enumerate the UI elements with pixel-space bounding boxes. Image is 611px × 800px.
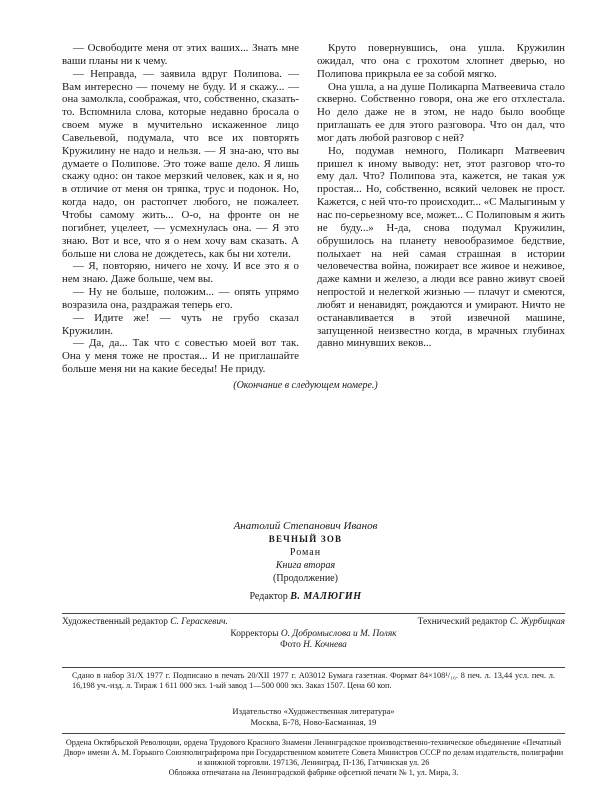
tech-editor-label: Технический редактор — [417, 617, 508, 627]
paragraph: Она ушла, а на душе Поликарпа Матвеевича стало скверно. Собственно говоря, она же его отхлестала. Но дело даже не в этом, не надо было вообще приглашать ее для этого разговора. Что он дал, что мог дать любой разговор с ней? — [317, 80, 565, 144]
left-text-column — [62, 42, 299, 376]
paragraph: — Ну не больше, положим... — опять упрямо возразила она, раздражая теперь его. — [62, 286, 299, 311]
proof-names: О. Добромыслова и М. Поляк — [280, 628, 397, 639]
printing-house: Ордена Октябрьской Революции, ордена Трудового Красного Знамени Ленинградское производственно-техническое объединение «Печатный Двор» имени А. М. Горького Союзполиграфпрома при Государственном комитете Совета Министров СССР по делам издательств, полиграфии и книжной торговли. 197136, Ленинград, П-136, Гатчинская ул. 26 — [63, 738, 564, 767]
printing-house-info — [62, 738, 565, 778]
paragraph: — Освободите меня от этих ваших... Знать мне ваши планы ни к чему. — [62, 42, 299, 67]
paragraph: — Я, повторяю, ничего не хочу. И все это я о нем знаю. Даже больше, чем вы. — [62, 260, 299, 286]
divider — [62, 667, 565, 668]
editor-name: В. МАЛЮГИН — [290, 591, 362, 602]
tech-editor — [418, 617, 565, 629]
photo-label: Фото — [280, 640, 301, 650]
continuation-note: (Окончание в следующем номере.) — [233, 380, 378, 391]
paragraph: — Неправда, — заявила вдруг Полипова. — Вам интересно — почему не буду. И я скажу... — она замолкла, соображая, что, собственно, сказать-то. Вспомнила слова, которые недавно бросала о своем муже в мучительно искаженное лицо Савельевой, подумала, что все их повторять Кружилину не надо и нельзя. — Я зна-аю, что вы думаете о Полипове. Это тоже ваше дело. Я лишь скажу одно: он такое мерзкий человек, как и я, но в отличие от меня он тряпка, трус и подонок. Но, когда надо, он растопчет любого, не пожалеет. Чтобы самому жить... О-о, на фронте он не погибнет, уцелеет, — усмехнулась она. — Я это знаю. Вот и все, что я о нем хочу вам сказать. А больше ни слова не дождетесь, как бы ни хотели. — [62, 67, 299, 260]
print-details — [72, 671, 555, 692]
cover-printing: Обложка отпечатана на Ленинградской фабрике офсетной печати № 1, ул. Мира, 3. — [168, 767, 459, 777]
divider — [62, 613, 565, 614]
continued-note: (Продолжение) — [273, 573, 338, 584]
art-editor-name: С. Гераскевич. — [170, 617, 228, 627]
paragraph: — Идите же! — чуть не грубо сказал Кружилин. — [62, 311, 299, 337]
credits — [62, 617, 565, 652]
publisher-address: Москва, Б-78, Ново-Басманная, 19 — [250, 716, 377, 727]
publisher-info — [62, 706, 565, 727]
photo-credit — [62, 640, 565, 652]
colophon — [0, 520, 611, 603]
divider — [62, 733, 565, 734]
genre: Роман — [289, 547, 322, 558]
paragraph: Но, подумав немного, Поликарп Матвеевич пришел к иному выводу: нет, этот разговор что-то ему дал. Что? Полипова эта, кажется, не такая уж простая... Но, собственно, всякий человек не прост. Кажется, с ней что-то происходит... «С Малыгиным у нас по-серьезному все, может... С Полиповым я жить не буду...» Н-да, снова подумал Кружилин, обрушилось на планету невообразимое бедствие, полыхает на ней самая страшная в истории человечества война, пожирает все живое и неживое, даже камни и железо, а люди все равно живут своей непростой и нелегкой жизнью — плачут и смеются, любят и ненавидят, рождаются и умирают. Ничто не останавливается в этой извечной машине, запущенной неизвестно когда, в мрачных глубинах давно минувших веков... — [317, 144, 565, 350]
book-title: ВЕЧНЫЙ ЗОВ — [268, 534, 343, 544]
art-editor — [62, 617, 228, 629]
art-editor-label: Художественный редактор — [62, 617, 168, 627]
editor-label: Редактор — [249, 591, 288, 602]
publisher-name: Издательство «Художественная литература» — [232, 706, 395, 716]
author-name: Анатолий Степанович Иванов — [233, 520, 378, 532]
tech-editor-name: С. Журбицкая — [509, 617, 565, 627]
print-line: Сдано в набор 31/X 1977 г. Подписано в печать 20/XII 1977 г. А03012 Бумага газетная. Формат 84×108¹/₁₆. 8 печ. л. 13,44 усл. печ. л. 16,198 уч.-изд. л. Тираж 1 611 000 экз. 1-ый завод 1—500 000 экз. Заказ 1507. Цена 60 коп. — [72, 671, 555, 691]
paragraph: — Да, да... Так что с совестью моей вот так. Она у меня тоже не простая... И не приглашайте больше меня ни на какие беседы! Не приду. — [62, 337, 299, 376]
right-text-column — [317, 42, 565, 350]
book-number: Книга вторая — [275, 560, 336, 571]
proof-label: Корректоры — [230, 628, 279, 639]
editor-line — [0, 590, 611, 603]
photo-name: Н. Кочнева — [303, 640, 347, 650]
paragraph: Круто повернувшись, она ушла. Кружилин ожидал, что она с грохотом хлопнет дверью, но Полипова прикрыла ее за собой мягко. — [317, 42, 565, 80]
proofreaders — [62, 629, 565, 641]
